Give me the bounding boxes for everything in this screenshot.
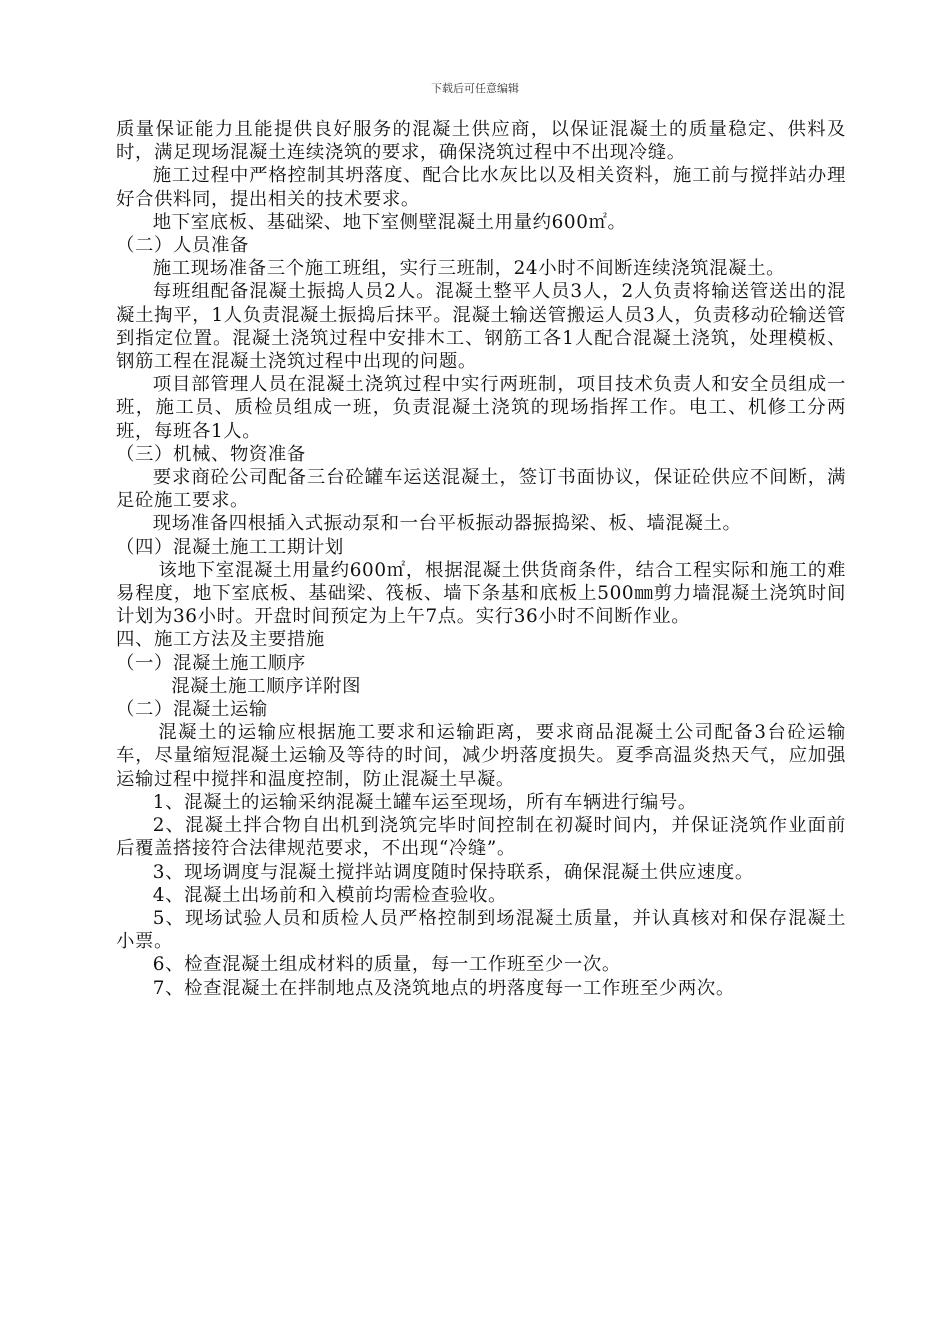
document-body (116, 118, 846, 1000)
list-item: 4、混凝土出场前和入模前均需检查验收。 (152, 884, 507, 906)
paragraph: 项目部管理人员在混凝土浇筑过程中实行两班制，项目技术负责人和安全员组成一班，施工员、质检员组成一班，负责混凝土浇筑的现场指挥工作。电工、机修工分两班，每班各1人。 (116, 374, 846, 442)
paragraph: 混凝土的运输应根据施工要求和运输距离，要求商品混凝土公司配备3台砼运输车，尽量缩短混凝土运输及等待的时间，减少坍落度损失。夏季高温炎热天气，应加强运输过程中搅拌和温度控制，防止混凝土早凝。 (116, 722, 846, 790)
list-item: 2、混凝土拌合物自出机到浇筑完毕时间控制在初凝时间内，并保证浇筑作业面前后覆盖搭接符合法律规范要求，不出现“冷缝”。 (116, 815, 846, 860)
section-heading: （三）机械、物资准备 (116, 443, 306, 465)
section-heading: （二）混凝土运输 (116, 699, 268, 721)
list-item: 6、检查混凝土组成材料的质量，每一工作班至少一次。 (152, 954, 621, 976)
paragraph: 质量保证能力且能提供良好服务的混凝土供应商，以保证混凝土的质量稳定、供料及时，满足现场混凝土连续浇筑的要求，确保浇筑过程中不出现冷缝。 (116, 119, 846, 164)
chapter-heading: 四、施工方法及主要措施 (116, 629, 325, 651)
section-heading: （一）混凝土施工顺序 (116, 652, 306, 674)
paragraph: 要求商砼公司配备三台砼罐车运送混凝土，签订书面协议，保证砼供应不间断，满足砼施工要求。 (116, 467, 846, 512)
list-item: 3、现场调度与混凝土搅拌站调度随时保持联系，确保混凝土供应速度。 (152, 861, 754, 883)
paragraph: 混凝土施工顺序详附图 (171, 675, 362, 697)
section-heading: （二）人员准备 (116, 235, 249, 257)
paragraph: 施工现场准备三个施工班组，实行三班制，24小时不间断连续浇筑混凝土。 (152, 258, 786, 280)
paragraph: 该地下室混凝土用量约600㎡，根据混凝土供货商条件，结合工程实际和施工的难易程度，地下室底板、基础梁、筏板、墙下条基和底板上500㎜剪力墙混凝土浇筑时间计划为36小时。开盘时间预定为上午7点。实行36小时不间断作业。 (116, 559, 846, 628)
list-item: 7、检查混凝土在拌制地点及浇筑地点的坍落度每一工作班至少两次。 (152, 977, 735, 999)
list-item: 5、现场试验人员和质检人员严格控制到场混凝土质量，并认真核对和保存混凝土小票。 (116, 907, 846, 953)
paragraph: 施工过程中严格控制其坍落度、配合比水灰比以及相关资料，施工前与搅拌站办理好合供料同，提出相关的技术要求。 (116, 165, 846, 210)
paragraph: 地下室底板、基础梁、地下室侧壁混凝土用量约600㎡。 (152, 211, 627, 233)
list-item: 1、混凝土的运输采纳混凝土罐车运至现场，所有车辆进行编号。 (152, 791, 697, 813)
section-heading: （四）混凝土施工工期计划 (116, 536, 344, 558)
paragraph: 每班组配备混凝土振捣人员2人。混凝土整平人员3人，2人负责将输送管送出的混凝土掏平，1人负责混凝土振捣后抹平。混凝土输送管搬运人员3人，负责移动砼输送管到指定位置。混凝土浇筑过程中安排木工、钢筋工各1人配合混凝土浇筑，处理模板、钢筋工程在混凝土浇筑过程中出现的问题。 (116, 281, 846, 373)
paragraph: 现场准备四根插入式振动泵和一台平板振动器振捣梁、板、墙混凝土。 (152, 513, 742, 535)
page-header: 下载后可任意编辑 (431, 82, 519, 95)
